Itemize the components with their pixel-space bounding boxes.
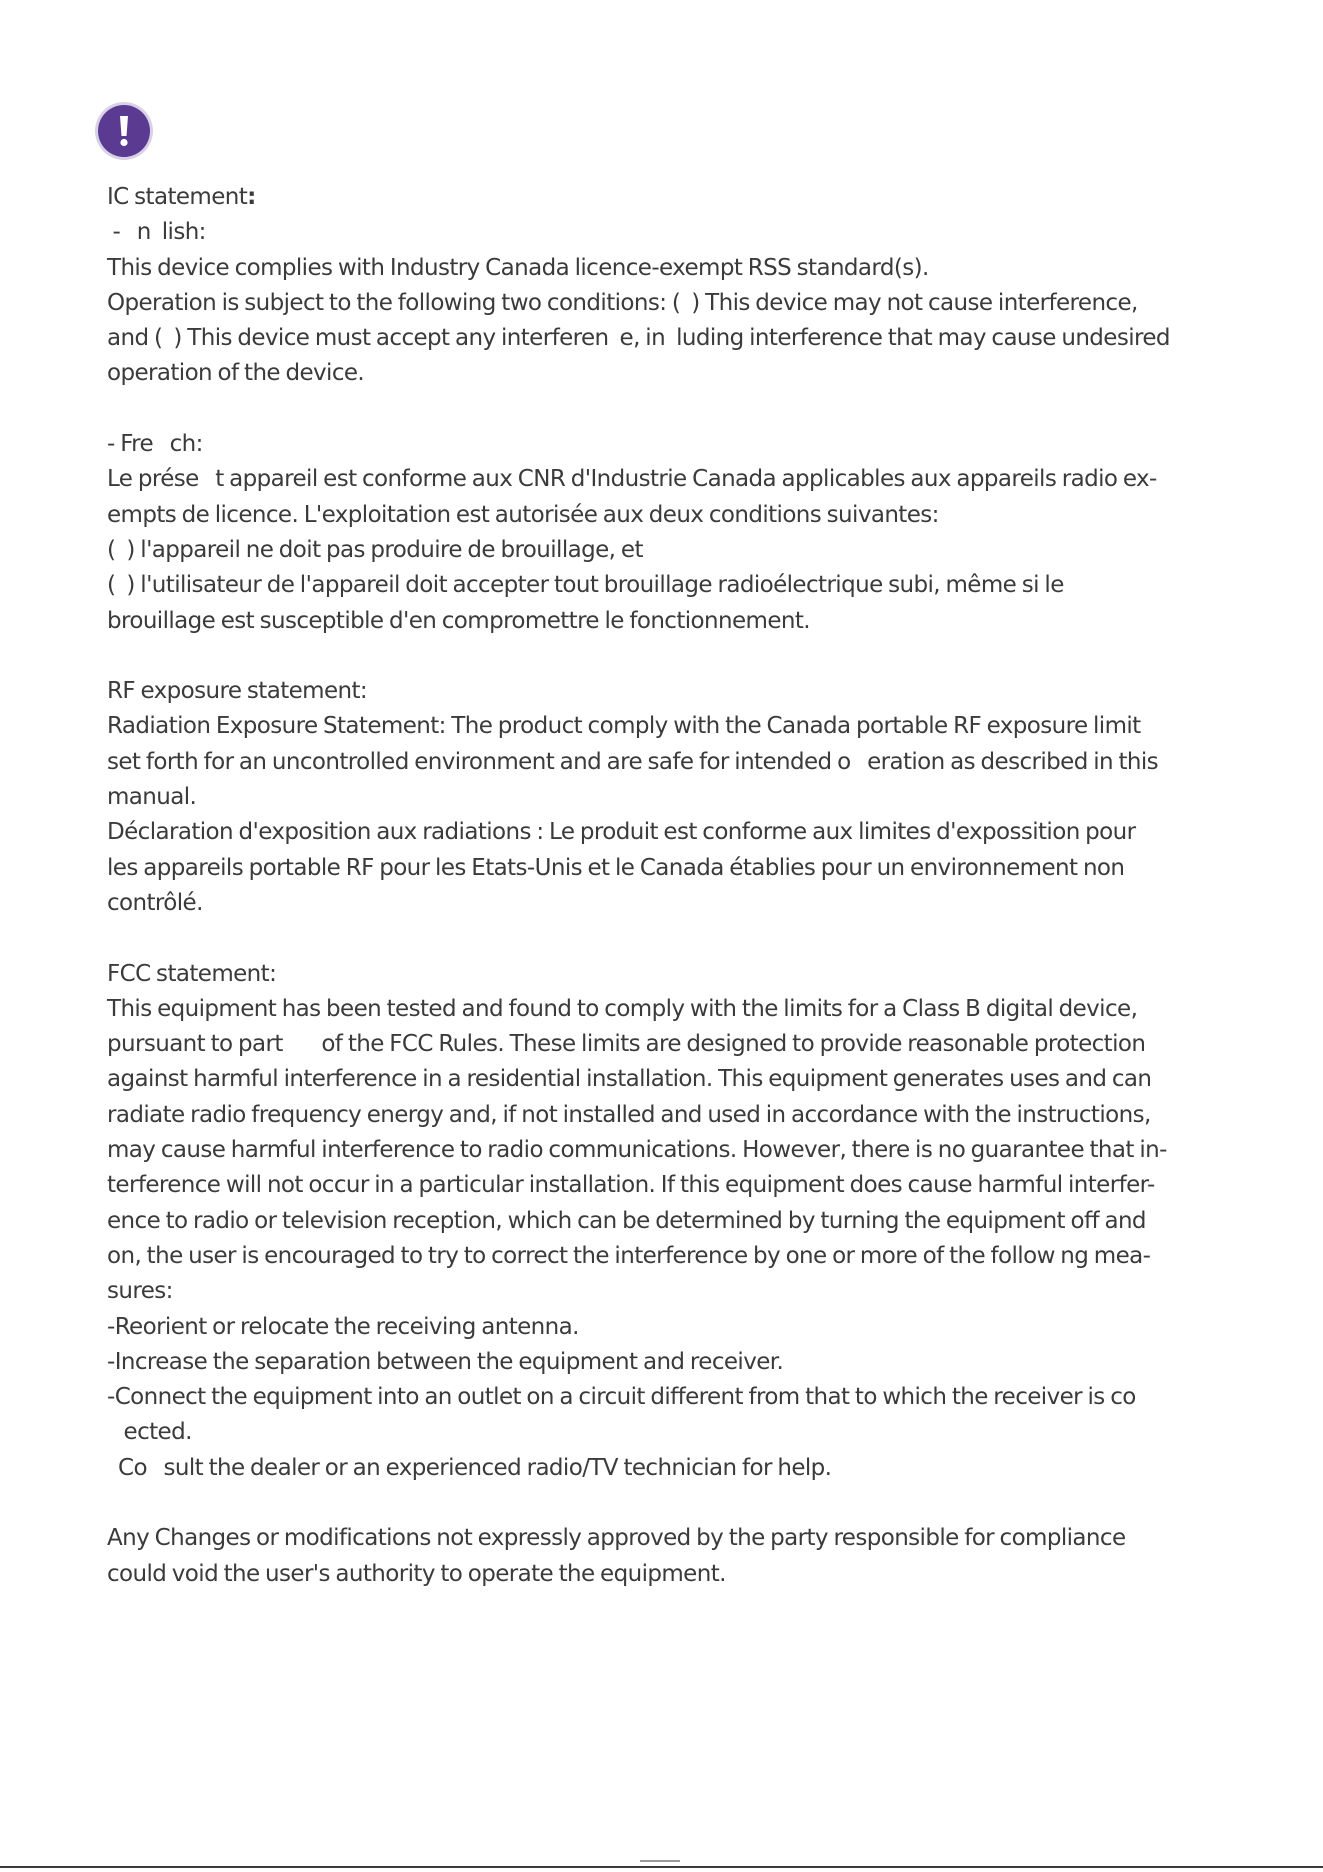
- footer-rule: [0, 1866, 1323, 1868]
- paragraph-gap: [107, 639, 1257, 674]
- ic-french-line: empts de licence. L'exploitation est autorisée aux deux conditions suivantes:: [107, 501, 939, 528]
- fcc-line: on, the user is encouraged to try to correct the interference by one or more of the follow ng mea-: [107, 1242, 1151, 1269]
- fcc-line: ence to radio or television reception, which can be determined by turning the equipment off and: [107, 1207, 1146, 1234]
- rf-exposure-line: set forth for an uncontrolled environment and are safe for intended o eration as described in this: [107, 748, 1159, 775]
- fcc-measure-line: Co sult the dealer or an experienced radio/TV technician for help.: [107, 1454, 832, 1481]
- ic-heading-text: IC statement: [107, 184, 248, 210]
- ic-french-line: ( ) l'appareil ne doit pas produire de brouillage, et: [107, 536, 643, 563]
- fcc-line: may cause harmful interference to radio communications. However, there is no guarantee that in-: [107, 1137, 1167, 1164]
- fcc-statement-section: [107, 957, 1257, 1592]
- ic-heading-colon: :: [247, 184, 256, 210]
- rf-exposure-line: contrôlé.: [107, 889, 203, 916]
- fcc-statement-heading: FCC statement:: [107, 960, 277, 987]
- ic-statement-section: [107, 180, 1257, 639]
- fcc-measure-line: -Connect the equipment into an outlet on a circuit different from that to which the receiver is co: [107, 1384, 1136, 1411]
- rf-exposure-line: Déclaration d'exposition aux radiations : Le produit est conforme aux limites d'expossition pour: [107, 819, 1136, 846]
- ic-english-label: - n lish:: [107, 219, 206, 246]
- ic-english-line: This device complies with Industry Canada licence-exempt RSS standard(s).: [107, 254, 929, 281]
- fcc-measure-line: -Increase the separation between the equipment and receiver.: [107, 1348, 784, 1375]
- fcc-closing-line: Any Changes or modifications not expressly approved by the party responsible for compliance: [107, 1525, 1126, 1552]
- document-body: [107, 180, 1257, 1592]
- fcc-line: terference will not occur in a particular installation. If this equipment does cause harmful interfer-: [107, 1172, 1155, 1199]
- fcc-measure-line: ected.: [107, 1419, 192, 1446]
- rf-exposure-line: les appareils portable RF pour les Etats-Unis et le Canada établies pour un environnement non: [107, 854, 1125, 881]
- rf-exposure-line: Radiation Exposure Statement: The product comply with the Canada portable RF exposure limit: [107, 713, 1141, 740]
- ic-french-label: - Fre ch:: [107, 431, 203, 458]
- fcc-line: sures:: [107, 1278, 173, 1305]
- rf-exposure-heading: RF exposure statement:: [107, 678, 368, 705]
- footer-marker: [640, 1860, 680, 1862]
- fcc-closing-line: could void the user's authority to operate the equipment.: [107, 1560, 726, 1587]
- ic-french-line: Le prése t appareil est conforme aux CNR d'Industrie Canada applicables aux appareils radio ex-: [107, 466, 1157, 493]
- fcc-line: This equipment has been tested and found to comply with the limits for a Class B digital device,: [107, 995, 1138, 1022]
- ic-french-line: brouillage est susceptible d'en compromettre le fonctionnement.: [107, 607, 810, 634]
- ic-french-line: ( ) l'utilisateur de l'appareil doit accepter tout brouillage radioélectrique subi, même si le: [107, 572, 1064, 599]
- exclamation-glyph: [110, 114, 138, 148]
- fcc-line: against harmful interference in a residential installation. This equipment generates uses and can: [107, 1066, 1152, 1093]
- ic-english-line: and ( ) This device must accept any interferen e, in luding interference that may cause undesired: [107, 325, 1170, 352]
- exclamation-icon: [98, 105, 150, 157]
- ic-statement-heading: [107, 180, 1257, 215]
- rf-exposure-line: manual.: [107, 784, 197, 811]
- ic-english-line: operation of the device.: [107, 360, 365, 387]
- fcc-line: pursuant to part of the FCC Rules. These limits are designed to provide reasonable protection: [107, 1031, 1146, 1058]
- paragraph-gap: [107, 392, 1257, 427]
- rf-exposure-section: [107, 674, 1257, 921]
- paragraph-gap: [107, 921, 1257, 956]
- fcc-measure-line: -Reorient or relocate the receiving antenna.: [107, 1313, 579, 1340]
- fcc-line: radiate radio frequency energy and, if not installed and used in accordance with the instructions,: [107, 1101, 1151, 1128]
- paragraph-gap: [107, 1486, 1257, 1521]
- ic-english-line: Operation is subject to the following two conditions: ( ) This device may not cause interference,: [107, 289, 1138, 316]
